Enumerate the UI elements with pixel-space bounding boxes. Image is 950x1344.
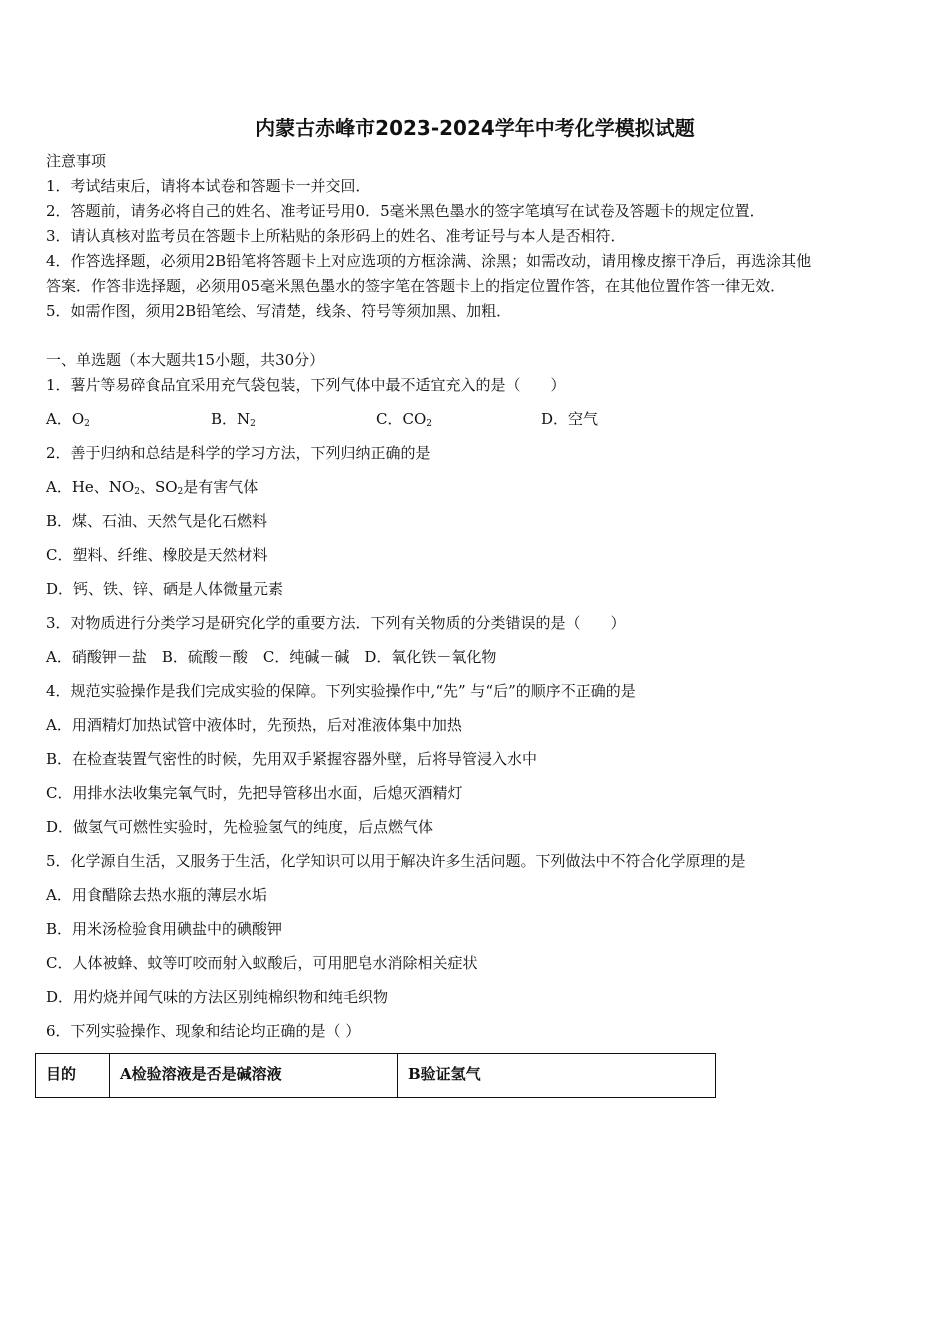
q2-option-d: D．钙、铁、锌、硒是人体微量元素 [46,580,284,598]
q5-option-d: D．用灼烧并闻气味的方法区别纯棉织物和纯毛织物 [46,988,389,1006]
q5-option-c: C．人体被蜂、蚊等叮咬而射入蚁酸后，可用肥皂水消除相关症状 [46,954,478,972]
q4-option-c: C．用排水法收集完氧气时，先把导管移出水面，后熄灭酒精灯 [46,784,463,802]
q4-option-b: B．在检查装置气密性的时候，先用双手紧握容器外壁，后将导管浸入水中 [46,750,538,768]
q5-option-a: A．用食醋除去热水瓶的薄层水垢 [46,886,267,904]
table-cell-a: A检验溶液是否是碱溶液 [110,1054,398,1098]
notice-item: 1．考试结束后，请将本试卷和答题卡一并交回． [46,177,371,195]
table-cell-purpose: 目的 [36,1054,110,1098]
question-1-stem: 1．薯片等易碎食品宜采用充气袋包装，下列气体中最不适宜充入的是（ ） [46,376,566,394]
page-title: 内蒙古赤峰市2023-2024学年中考化学模拟试题 [255,116,695,140]
q3-options: A．硝酸钾－盐 B．硫酸－酸 C．纯碱－碱 D．氧化铁－氧化物 [46,648,497,666]
notice-item: 3．请认真核对监考员在答题卡上所粘贴的条形码上的姓名、准考证号与本人是否相符． [46,227,626,245]
question-6-stem: 6．下列实验操作、现象和结论均正确的是（ ） [46,1022,361,1040]
table-row [36,1054,716,1098]
q1-option-d: D．空气 [541,410,599,428]
q4-option-a: A．用酒精灯加热试管中液体时，先预热，后对准液体集中加热 [46,716,462,734]
notice-item: 5．如需作图，须用2B铅笔绘、写清楚，线条、符号等须加黑、加粗． [46,302,512,320]
question-4-stem: 4．规范实验操作是我们完成实验的保障。下列实验操作中,“先” 与“后”的顺序不正确的是 [46,682,636,700]
notice-heading: 注意事项 [46,152,107,170]
q2-option-b: B．煤、石油、天然气是化石燃料 [46,512,268,530]
question-3-stem: 3．对物质进行分类学习是研究化学的重要方法．下列有关物质的分类错误的是（ ） [46,614,626,632]
q1-option-a: A．$O_2$ [46,410,90,429]
section-heading: 一、单选题（本大题共15小题，共30分） [46,351,325,369]
q5-option-b: B．用米汤检验食用碘盐中的碘酸钾 [46,920,283,938]
q2-option-c: C．塑料、纤维、橡胶是天然材料 [46,546,268,564]
question-5-stem: 5．化学源自生活，又服务于生活，化学知识可以用于解决许多生活问题。下列做法中不符合化学原理的是 [46,852,746,870]
q4-option-d: D．做氢气可燃性实验时，先检验氢气的纯度，后点燃气体 [46,818,434,836]
q1-option-c: C．$CO_2$ [376,410,432,429]
notice-item: 2．答题前，请务必将自己的姓名、准考证号用0．5毫米黑色墨水的签字笔填写在试卷及答题卡的规定位置． [46,202,765,220]
q2-option-a: A．He、$NO_2$、$SO_2$是有害气体 [46,478,259,497]
q6-table [35,1053,716,1098]
notice-item: 4．作答选择题，必须用2B铅笔将答题卡上对应选项的方框涂满、涂黑；如需改动，请用橡皮擦干净后，再选涂其他 [46,252,812,270]
notice-item: 答案．作答非选择题，必须用05毫米黑色墨水的签字笔在答题卡上的指定位置作答，在其他位置作答一律无效． [46,277,786,295]
q1-option-b: B．$N_2$ [211,410,256,429]
question-2-stem: 2．善于归纳和总结是科学的学习方法，下列归纳正确的是 [46,444,431,462]
table-cell-b: B验证氢气 [398,1054,716,1098]
